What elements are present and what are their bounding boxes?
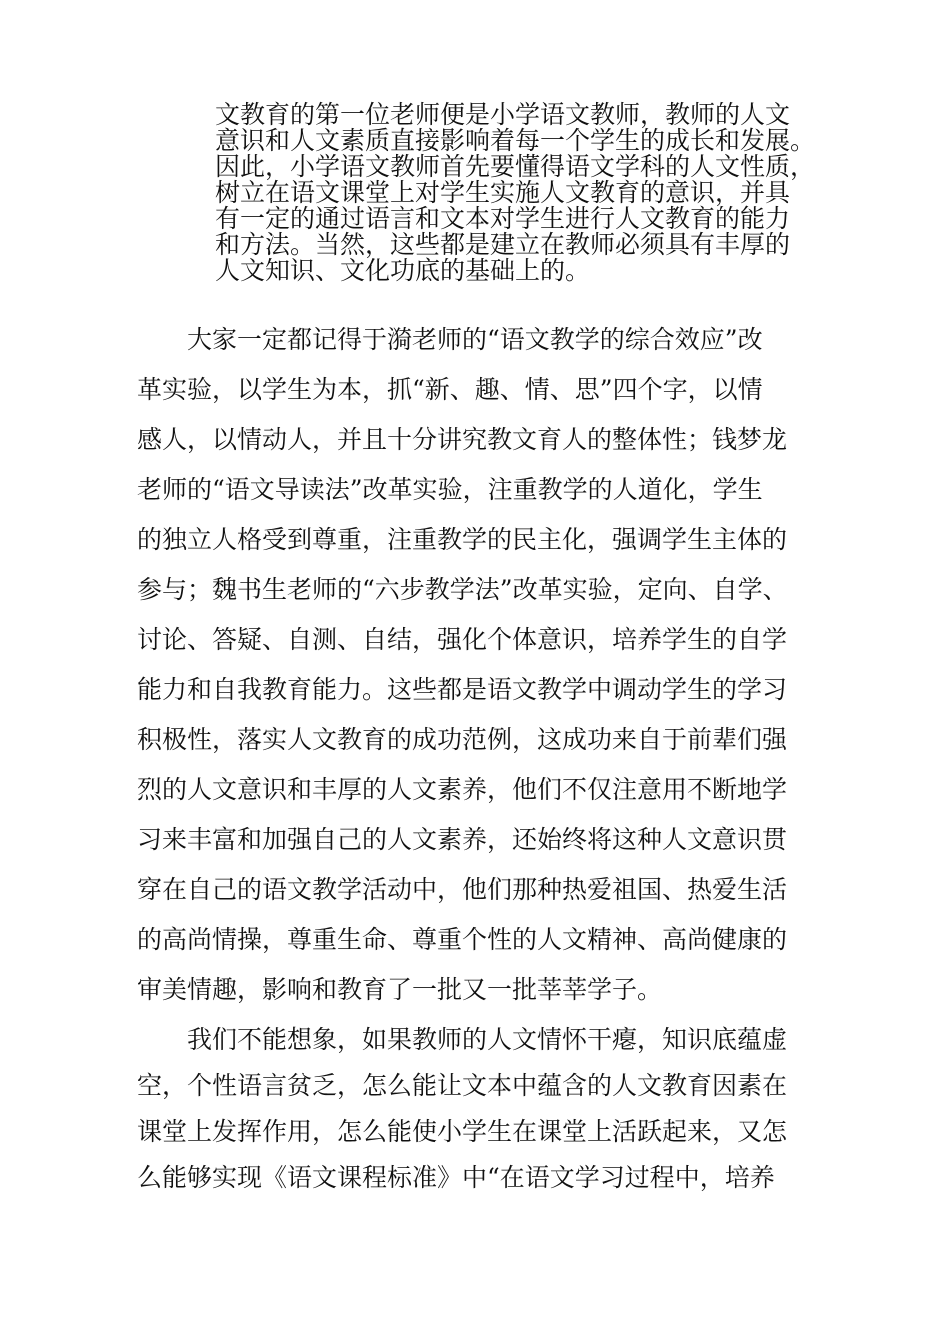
paragraph-line: 能力和自我教育能力。这些都是语文教学中调动学生的学习 <box>137 675 788 704</box>
quote-line: 文教育的第一位老师便是小学语文教师，教师的人文 <box>215 100 791 129</box>
paragraph-line: 老师的“语文导读法”改革实验，注重教学的人道化，学生 <box>137 475 763 504</box>
paragraph-line: 的高尚情操，尊重生命、尊重个性的人文精神、高尚健康的 <box>137 925 788 954</box>
indented-quote-block <box>215 102 825 284</box>
paragraph-line: 习来丰富和加强自己的人文素养，还始终将这种人文意识贯 <box>137 825 788 854</box>
paragraph-line: 参与；魏书生老师的“六步教学法”改革实验，定向、自学、 <box>137 575 788 604</box>
paragraph-line: 革实验，以学生为本，抓“新、趣、情、思”四个字，以情 <box>137 375 763 404</box>
quote-line: 因此，小学语文教师首先要懂得语文学科的人文性质， <box>215 152 816 181</box>
paragraph-line: 烈的人文意识和丰厚的人文素养，他们不仅注意用不断地学 <box>137 775 788 804</box>
quote-line: 树立在语文课堂上对学生实施人文教育的意识，并具 <box>215 178 791 207</box>
body-paragraph-2 <box>137 1017 837 1201</box>
paragraph-line: 课堂上发挥作用，怎么能使小学生在课堂上活跃起来，又怎 <box>137 1117 788 1146</box>
paragraph-line: 感人，以情动人，并且十分讲究教文育人的整体性；钱梦龙 <box>137 425 788 454</box>
quote-line: 意识和人文素质直接影响着每一个学生的成长和发展。 <box>215 126 816 155</box>
paragraph-line: 我们不能想象，如果教师的人文情怀干瘪，知识底蕴虚 <box>137 1025 788 1054</box>
paragraph-line: 审美情趣，影响和教育了一批又一批莘莘学子。 <box>137 975 663 1004</box>
paragraph-line: 大家一定都记得于漪老师的“语文教学的综合效应”改 <box>137 325 763 354</box>
paragraph-line: 穿在自己的语文教学活动中，他们那种热爱祖国、热爱生活 <box>137 875 788 904</box>
paragraph-line: 讨论、答疑、自测、自结，强化个体意识，培养学生的自学 <box>137 625 788 654</box>
paragraph-line: 的独立人格受到尊重，注重教学的民主化，强调学生主体的 <box>137 525 788 554</box>
quote-line: 有一定的通过语言和文本对学生进行人文教育的能力 <box>215 204 791 233</box>
body-paragraph-1 <box>137 315 837 1015</box>
paragraph-line: 空，个性语言贫乏，怎么能让文本中蕴含的人文教育因素在 <box>137 1071 788 1100</box>
paragraph-line: 么能够实现《语文课程标准》中“在语文学习过程中，培养 <box>137 1163 775 1192</box>
paragraph-line: 积极性，落实人文教育的成功范例，这成功来自于前辈们强 <box>137 725 788 754</box>
quote-line: 和方法。当然，这些都是建立在教师必须具有丰厚的 <box>215 230 791 259</box>
quote-line: 人文知识、文化功底的基础上的。 <box>215 256 591 285</box>
